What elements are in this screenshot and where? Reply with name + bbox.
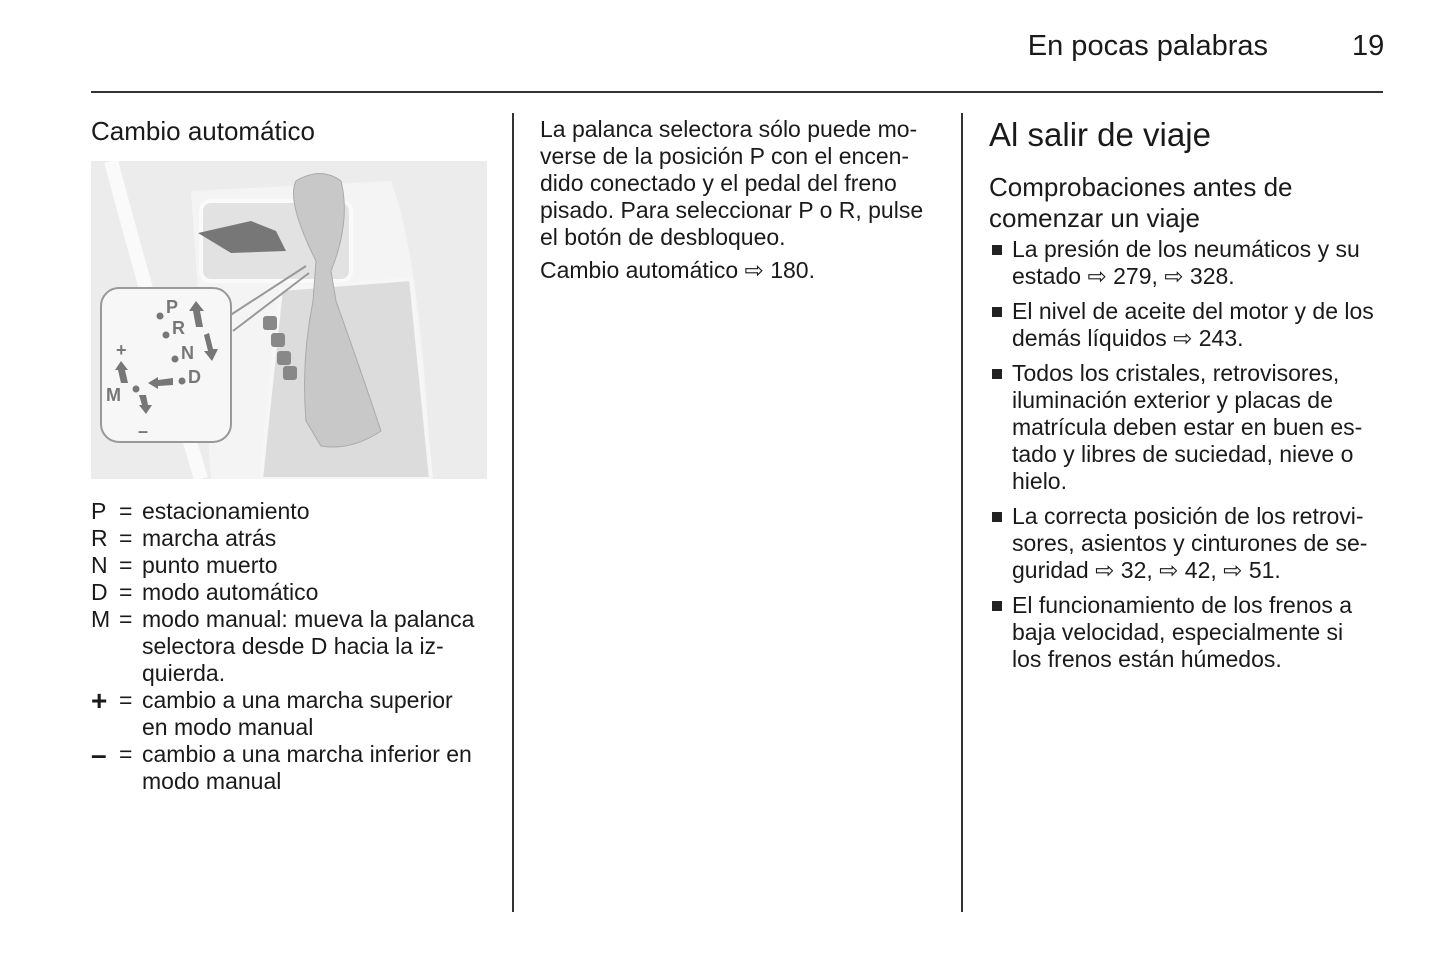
gear-key: R xyxy=(91,525,108,551)
text-line: La presión de los neumáticos y su xyxy=(1012,236,1360,262)
figure-label-d: D xyxy=(188,367,201,387)
definition-text xyxy=(142,606,474,687)
text-line: dido conectado y el pedal del freno xyxy=(540,170,897,196)
text-line: El funcionamiento de los frenos a xyxy=(1012,592,1353,618)
text-line: los frenos están húmedos. xyxy=(1012,646,1282,672)
checklist-item-text xyxy=(1012,236,1374,290)
text-line: El nivel de aceite del motor y de los xyxy=(1012,298,1374,324)
definition-row xyxy=(91,741,474,795)
figure-label-r: R xyxy=(172,318,185,338)
text-line: estacionamiento xyxy=(142,498,310,524)
checklist-item xyxy=(989,503,1374,584)
text-line: baja velocidad, especialmente si xyxy=(1012,619,1344,645)
gear-key: N xyxy=(91,552,108,578)
checklist-item-text xyxy=(1012,503,1374,584)
text-line: selectora desde D hacia la iz- xyxy=(142,633,444,659)
equals-sign: = xyxy=(119,606,133,632)
text-line: modo manual xyxy=(142,768,282,794)
column-divider xyxy=(961,113,963,912)
gear-key: P xyxy=(91,498,107,524)
checklist-item xyxy=(989,592,1374,673)
text-line: cambio a una marcha superior xyxy=(142,687,453,713)
header-rule xyxy=(91,91,1383,93)
text-line: matrícula deben estar en buen es- xyxy=(1012,414,1363,440)
text-line: tado y libres de suciedad, nieve o xyxy=(1012,441,1354,467)
section-heading: Cambio automático xyxy=(91,116,315,146)
figure-label-m: M xyxy=(106,385,121,405)
gear-key: M xyxy=(91,606,111,632)
definition-row xyxy=(91,498,474,525)
figure-label-plus: + xyxy=(116,340,127,360)
text-line: modo manual: mueva la palanca xyxy=(142,606,475,632)
definition-row xyxy=(91,579,474,606)
page-number: 19 xyxy=(1352,30,1385,62)
bullet-square-icon xyxy=(992,245,1002,255)
definition-text xyxy=(142,498,310,525)
text-line: La palanca selectora sólo puede mo- xyxy=(540,116,918,142)
checklist-item-text xyxy=(1012,360,1374,495)
selector-paragraph xyxy=(540,116,923,251)
equals-sign: = xyxy=(119,552,133,578)
text-line: comenzar un viaje xyxy=(989,203,1200,233)
running-header-title: En pocas palabras xyxy=(1027,30,1268,62)
checklist-item xyxy=(989,298,1374,352)
definition-row xyxy=(91,552,474,579)
column-divider xyxy=(512,113,514,912)
checklist-item xyxy=(989,236,1374,290)
figure-label-p: P xyxy=(166,297,179,317)
text-line: iluminación exterior y placas de xyxy=(1012,387,1333,413)
equals-sign: = xyxy=(119,525,133,551)
figure-label-minus: – xyxy=(138,421,149,441)
text-line: La correcta posición de los retrovi- xyxy=(1012,503,1364,529)
text-line: verse de la posición P con el encen- xyxy=(540,143,910,169)
equals-sign: = xyxy=(119,687,133,713)
equals-sign: = xyxy=(119,579,133,605)
gear-key: + xyxy=(91,685,108,716)
gear-key: – xyxy=(91,739,107,770)
equals-sign: = xyxy=(119,741,133,767)
text-line: guridad ⇨ 32, ⇨ 42, ⇨ 51. xyxy=(1012,557,1281,583)
text-line: demás líquidos ⇨ 243. xyxy=(1012,325,1244,351)
definition-text xyxy=(142,579,318,606)
bullet-square-icon xyxy=(992,512,1002,522)
text-line: estado ⇨ 279, ⇨ 328. xyxy=(1012,263,1235,289)
figure-label-n: N xyxy=(181,343,194,363)
text-line: punto muerto xyxy=(142,552,278,578)
definition-row xyxy=(91,525,474,552)
definition-text xyxy=(142,687,453,741)
subsection-heading xyxy=(989,172,1293,234)
gear-definitions-list xyxy=(91,498,474,795)
text-line: modo automático xyxy=(142,579,319,605)
text-line: marcha atrás xyxy=(142,525,277,551)
equals-sign: = xyxy=(119,498,133,524)
bullet-square-icon xyxy=(992,307,1002,317)
definition-text xyxy=(142,741,472,795)
gear-key: D xyxy=(91,579,108,605)
text-line: quierda. xyxy=(142,660,226,686)
checklist-item xyxy=(989,360,1374,495)
definition-row xyxy=(91,687,474,741)
text-line: cambio a una marcha inferior en xyxy=(142,741,472,767)
definition-text xyxy=(142,552,278,579)
chapter-heading: Al salir de viaje xyxy=(989,116,1211,153)
definition-text xyxy=(142,525,276,552)
text-line: el botón de desbloqueo. xyxy=(540,224,786,250)
definition-row xyxy=(91,606,474,687)
bullet-square-icon xyxy=(992,601,1002,611)
checklist-item-text xyxy=(1012,592,1374,673)
cross-reference-paragraph xyxy=(540,257,815,284)
gear-selector-illustration xyxy=(91,161,487,479)
bullet-square-icon xyxy=(992,369,1002,379)
checklist xyxy=(989,236,1374,681)
text-line: Comprobaciones antes de xyxy=(989,172,1293,202)
text-line: Todos los cristales, retrovisores, xyxy=(1012,360,1340,386)
text-line: hielo. xyxy=(1012,468,1067,494)
text-line: sores, asientos y cinturones de se- xyxy=(1012,530,1368,556)
text-line: en modo manual xyxy=(142,714,314,740)
text-line: Cambio automático ⇨ 180. xyxy=(540,257,815,283)
text-line: pisado. Para seleccionar P o R, pulse xyxy=(540,197,924,223)
checklist-item-text xyxy=(1012,298,1374,352)
